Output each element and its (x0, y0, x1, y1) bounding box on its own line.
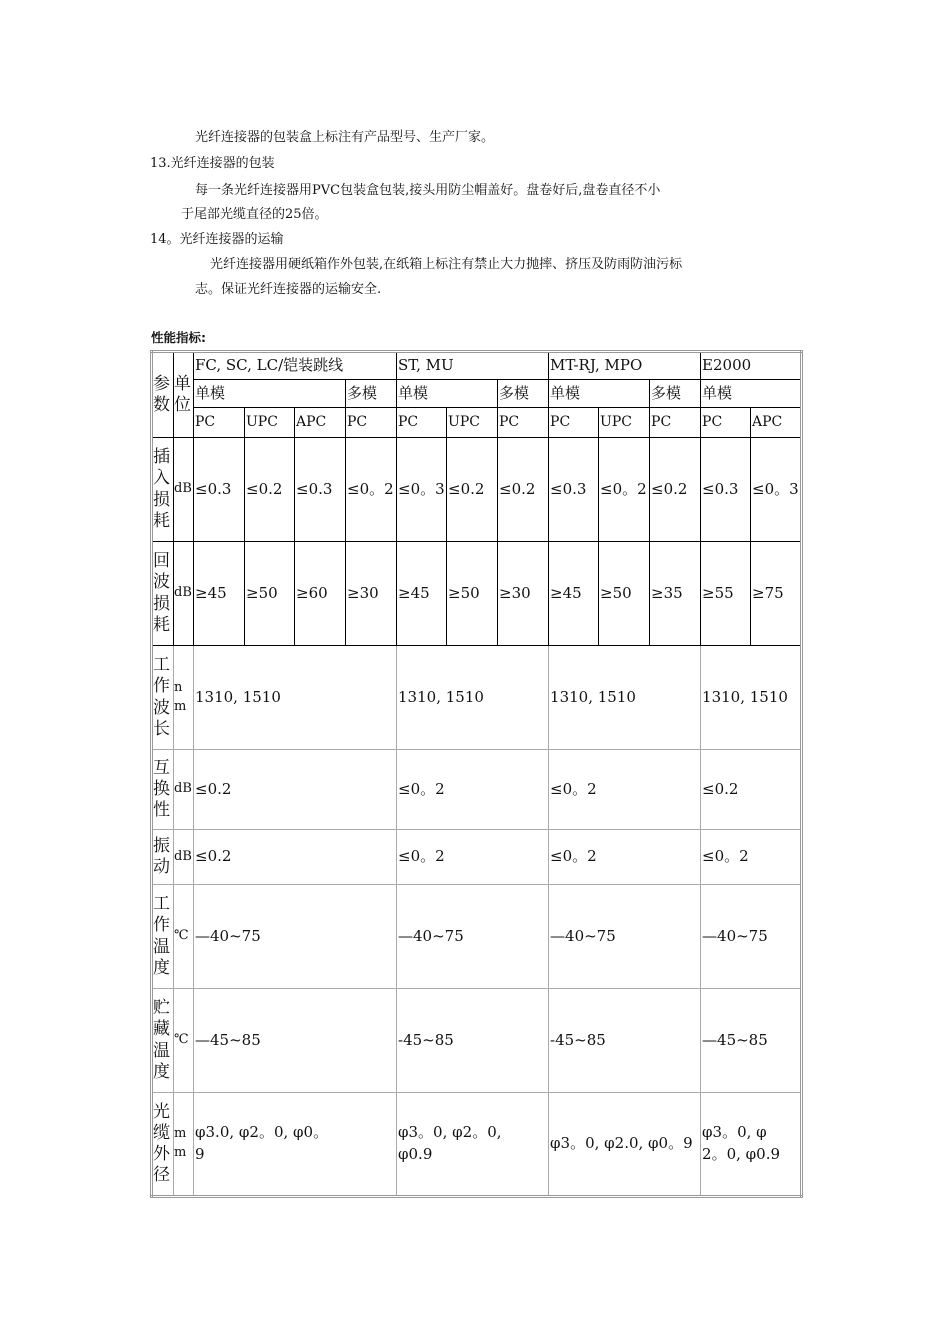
polish-header: PC (650, 408, 701, 438)
value-cell: ≤0.2 (650, 438, 701, 542)
polish-header: UPC (447, 408, 498, 438)
mode-header: 单模 (701, 380, 802, 408)
mode-header: 多模 (650, 380, 701, 408)
value-cell: ≤0.2 (447, 438, 498, 542)
value-cell: ≥45 (397, 542, 447, 646)
row-return-loss (152, 542, 802, 646)
value-cell: 1310, 1510 (549, 646, 701, 750)
value-cell: —40~75 (549, 885, 701, 989)
performance-heading: 性能指标: (151, 330, 206, 345)
group-header: E2000 (701, 352, 802, 380)
value-cell: ≤0。2 (701, 830, 802, 885)
value-cell: ≤0。2 (549, 750, 701, 830)
unit-cell: mm (174, 1093, 194, 1197)
value-cell: —40~75 (194, 885, 397, 989)
row-interchangeability (152, 750, 802, 830)
row-operating-temperature (152, 885, 802, 989)
value-cell: ≤0。2 (397, 830, 549, 885)
value-cell: ≥55 (701, 542, 751, 646)
value-cell: ≥50 (447, 542, 498, 646)
value-cell: ≤0。2 (397, 750, 549, 830)
polish-header: UPC (599, 408, 650, 438)
row-vibration (152, 830, 802, 885)
value-cell: —40~75 (701, 885, 802, 989)
unit-cell: dB (174, 542, 194, 646)
header-row-polish (152, 408, 802, 438)
value-cell: φ3.0, φ2。0, φ0。9 (194, 1093, 397, 1197)
performance-table (150, 350, 803, 1198)
mode-header: 多模 (498, 380, 549, 408)
param-name: 互换性 (152, 750, 174, 830)
polish-header: PC (346, 408, 397, 438)
value-cell: ≥45 (549, 542, 599, 646)
unit-cell: ℃ (174, 885, 194, 989)
polish-header: PC (701, 408, 751, 438)
param-name: 回波损耗 (152, 542, 174, 646)
paragraph-14-line1: 光纤连接器用硬纸箱作外包装,在纸箱上标注有禁止大力抛摔、挤压及防雨防油污标 (210, 257, 683, 272)
group-header: MT-RJ, MPO (549, 352, 701, 380)
polish-header: APC (751, 408, 802, 438)
param-name: 工作温度 (152, 885, 174, 989)
value-cell: ≤0.2 (701, 750, 802, 830)
unit-cell: dB (174, 438, 194, 542)
value-cell: ≥50 (599, 542, 650, 646)
unit-cell: nm (174, 646, 194, 750)
value-cell: ≤0.3 (295, 438, 346, 542)
mode-header: 单模 (549, 380, 650, 408)
value-cell: -45~85 (549, 989, 701, 1093)
row-insertion-loss (152, 438, 802, 542)
param-name: 振动 (152, 830, 174, 885)
row-wavelength (152, 646, 802, 750)
polish-header: PC (549, 408, 599, 438)
value-cell: ≤0.2 (194, 750, 397, 830)
polish-header: PC (194, 408, 245, 438)
value-cell: ≤0.2 (194, 830, 397, 885)
value-cell: ≤0.3 (701, 438, 751, 542)
value-cell: ≥35 (650, 542, 701, 646)
value-cell: ≤0.3 (194, 438, 245, 542)
row-storage-temperature (152, 989, 802, 1093)
unit-cell: dB (174, 750, 194, 830)
polish-header: PC (397, 408, 447, 438)
value-cell: ≤0。2 (599, 438, 650, 542)
paragraph-14-line2: 志。保证光纤连接器的运输安全. (195, 282, 382, 297)
mode-header: 单模 (397, 380, 498, 408)
value-cell: —45~85 (701, 989, 802, 1093)
value-cell: ≤0。3 (397, 438, 447, 542)
param-name: 贮藏温度 (152, 989, 174, 1093)
section-14-heading: 14。光纤连接器的运输 (150, 232, 284, 247)
mode-header: 多模 (346, 380, 397, 408)
paragraph-13-line2: 于尾部光缆直径的25倍。 (181, 207, 328, 222)
section-13-heading: 13.光纤连接器的包装 (150, 156, 275, 171)
group-header: ST, MU (397, 352, 549, 380)
polish-header: APC (295, 408, 346, 438)
value-cell: ≤0.2 (245, 438, 295, 542)
value-cell: ≥50 (245, 542, 295, 646)
param-name: 工作波长 (152, 646, 174, 750)
value-cell: 1310, 1510 (397, 646, 549, 750)
unit-cell: dB (174, 830, 194, 885)
header-row-modes (152, 380, 802, 408)
value-cell: ≤0。2 (549, 830, 701, 885)
group-header: FC, SC, LC/铠装跳线 (194, 352, 397, 380)
value-cell: ≥45 (194, 542, 245, 646)
header-row-groups (152, 352, 802, 380)
paragraph-label-box: 光纤连接器的包装盒上标注有产品型号、生产厂家。 (195, 130, 495, 145)
param-name: 光缆外径 (152, 1093, 174, 1197)
value-cell: ≤0。2 (346, 438, 397, 542)
unit-header: 单位 (174, 352, 194, 438)
value-cell: φ3。0, φ2。0, φ0.9 (397, 1093, 549, 1197)
value-cell: ≥75 (751, 542, 802, 646)
param-name: 插入损耗 (152, 438, 174, 542)
value-cell: ≥30 (498, 542, 549, 646)
value-cell: 1310, 1510 (194, 646, 397, 750)
value-cell: —40~75 (397, 885, 549, 989)
paragraph-13-line1: 每一条光纤连接器用PVC包装盒包装,接头用防尘帽盖好。盘卷好后,盘卷直径不小 (195, 183, 661, 198)
value-cell: ≤0.3 (549, 438, 599, 542)
unit-cell: ℃ (174, 989, 194, 1093)
value-cell: φ3。0, φ2。0, φ0.9 (701, 1093, 802, 1197)
mode-header: 单模 (194, 380, 346, 408)
value-cell: -45~85 (397, 989, 549, 1093)
polish-header: PC (498, 408, 549, 438)
value-cell: 1310, 1510 (701, 646, 802, 750)
value-cell: ≥60 (295, 542, 346, 646)
value-cell: —45~85 (194, 989, 397, 1093)
row-cable-diameter (152, 1093, 802, 1197)
value-cell: φ3。0, φ2.0, φ0。9 (549, 1093, 701, 1197)
value-cell: ≤0。3 (751, 438, 802, 542)
param-header: 参数 (152, 352, 174, 438)
value-cell: ≥30 (346, 542, 397, 646)
polish-header: UPC (245, 408, 295, 438)
value-cell: ≤0.2 (498, 438, 549, 542)
